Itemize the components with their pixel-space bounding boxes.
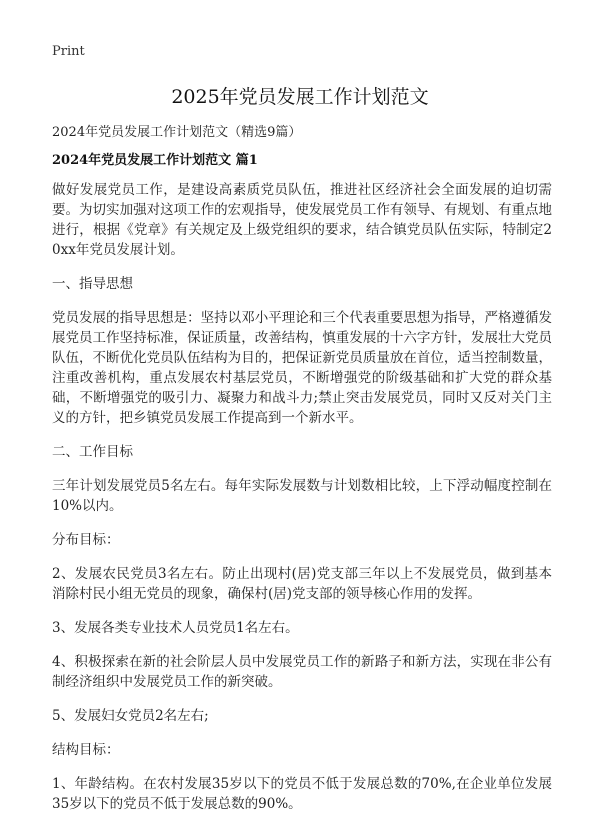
- heading-distribution-goals: 分布目标：: [52, 532, 120, 548]
- heading-structure-goals: 结构目标：: [52, 742, 120, 758]
- document-body: [52, 180, 552, 828]
- heading-work-goals: 二、工作目标: [52, 444, 133, 460]
- document-subtitle: 2024年党员发展工作计划范文（精选9篇）: [52, 125, 302, 140]
- paragraph-age-structure: 1、年龄结构。在农村发展35岁以下的党员不低于发展总数的70%,在企业单位发展35岁以下的党员不低于发展总数的90%。: [52, 776, 552, 812]
- paragraph-guiding-ideology: 党员发展的指导思想是：坚持以邓小平理论和三个代表重要思想为指导，严格遵循发展党员工作坚持标准，保证质量，改善结构，慎重发展的十六字方针，发展壮大党员队伍，不断优化党员队伍结构为目的，把保证新党员质量放在首位，适当控制数量，注重改善机构，重点发展农村基层党员，不断增强党的阶级基础和扩大党的群众基础，不断增强党的吸引力、凝聚力和战斗力;禁止突击发展党员，同时又反对关门主义的方针，把乡镇党员发展工作提高到一个新水平。: [52, 310, 552, 426]
- document-title: 2025年党员发展工作计划范文: [171, 86, 429, 108]
- print-link[interactable]: Print: [52, 44, 85, 59]
- paragraph-technical-members: 3、发展各类专业技术人员党员1名左右。: [52, 620, 299, 636]
- heading-guiding-ideology: 一、指导思想: [52, 276, 133, 292]
- section-heading: 2024年党员发展工作计划范文 篇1: [52, 153, 258, 168]
- paragraph-plan-count: 三年计划发展党员5名左右。每年实际发展数与计划数相比较，上下浮动幅度控制在10%以内。: [52, 478, 552, 514]
- paragraph-farmer-members: 2、发展农民党员3名左右。防止出现村(居)党支部三年以上不发展党员，做到基本消除村民小组无党员的现象，确保村(居)党支部的领导核心作用的发挥。: [52, 566, 552, 602]
- paragraph-intro: 做好发展党员工作，是建设高素质党员队伍，推进社区经济社会全面发展的迫切需要。为切实加强对这项工作的宏观指导，使发展党员工作有领导、有规划、有重点地进行，根据《党章》有关规定及上级党组织的要求，结合镇党员队伍实际，特制定20xx年党员发展计划。: [52, 182, 552, 258]
- paragraph-new-social-strata: 4、积极探索在新的社会阶层人员中发展党员工作的新路子和新方法，实现在非公有制经济组织中发展党员工作的新突破。: [52, 654, 552, 690]
- paragraph-women-members: 5、发展妇女党员2名左右;: [52, 708, 209, 724]
